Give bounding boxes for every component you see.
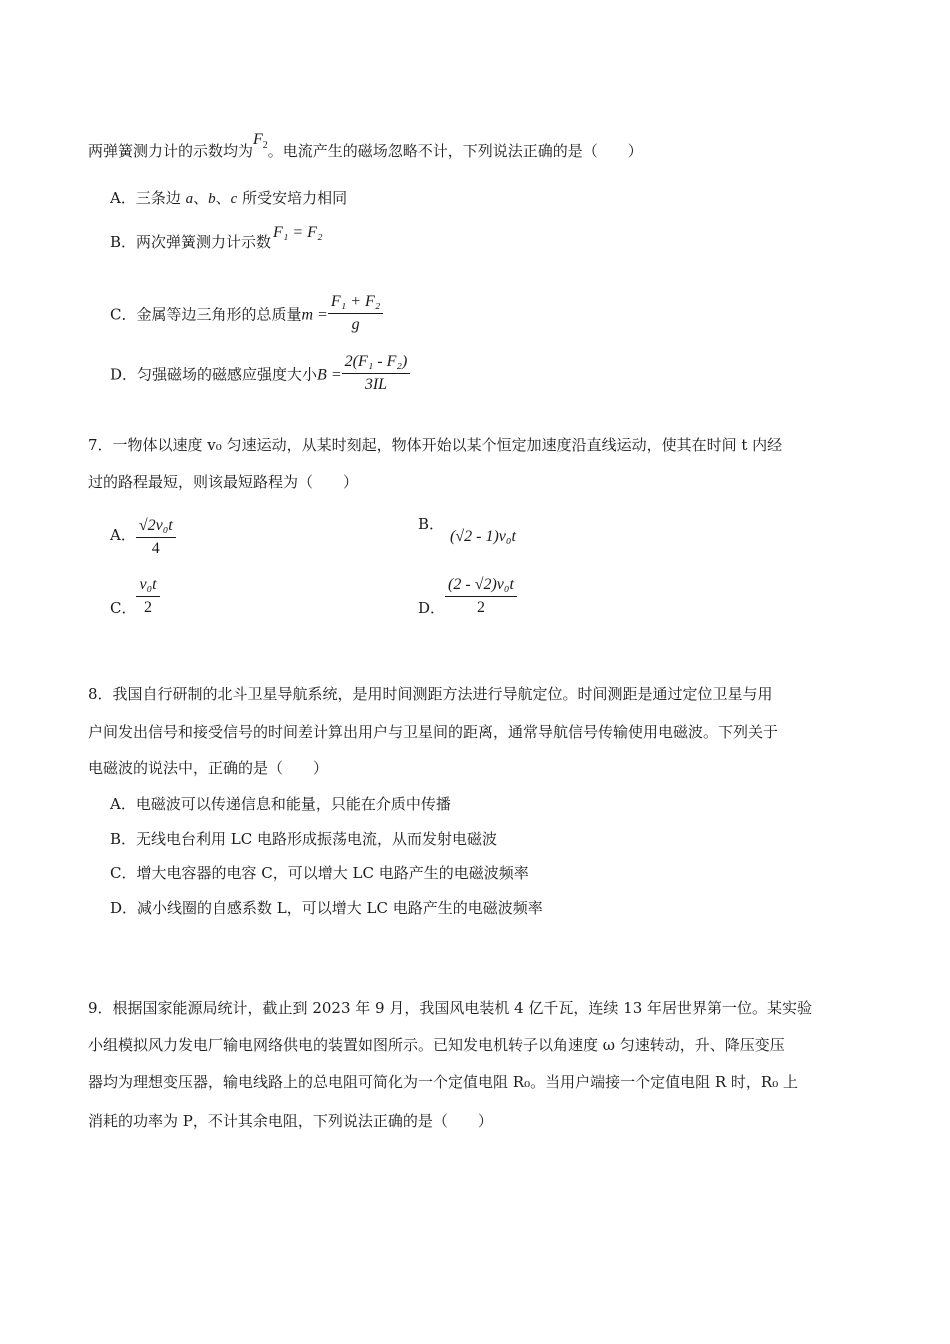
q6-option-c[interactable]: C．金属等边三角形的总质量m = $\frac{\text{F₁ + F₂}}{g}$: [110, 294, 383, 337]
q9-stem-line1: 9．根据国家能源局统计，截止到 2023 年 9 月，我国风电装机 4 亿千瓦，连续 13 年居世界第一位。某实验: [88, 999, 813, 1017]
q6-stem: 两弹簧测力计的示数均为$F_2$。电流产生的磁场忽略不计，下列说法正确的是（ ）: [88, 131, 643, 160]
q6-option-c-fraction: $\frac{\text{F₁ + F₂}}{g}$: [328, 292, 383, 335]
q7-option-b[interactable]: B．(√2 - 1)v₀t: [418, 515, 516, 545]
q7-option-c[interactable]: C． $\frac{\text{v₀t}}{2}$: [110, 577, 160, 620]
q7-option-d[interactable]: D． $\frac{\text{(2 - √2)v₀t}}{2}$: [418, 577, 517, 620]
q7-option-a-fraction: $\frac{\text{√2v₀t}}{4}$: [136, 516, 176, 559]
q9-stem-line2: 小组模拟风力发电厂输电网络供电的装置如图所示。已知发电机转子以角速度 ω 匀速转动，升、降压变压: [88, 1036, 785, 1054]
q8-option-d[interactable]: D．减小线圈的自感系数 L，可以增大 LC 电路产生的电磁波频率: [110, 899, 543, 917]
q6-option-b-expr: F₁ = F₂: [273, 224, 323, 241]
q6-option-d-fraction: $\frac{\text{2(F₁ - F₂)}}{3IL}$: [342, 352, 411, 395]
q8-option-a[interactable]: A．电磁波可以传递信息和能量，只能在介质中传播: [110, 795, 451, 813]
q8-stem-line3: 电磁波的说法中，正确的是（ ）: [88, 759, 329, 777]
q6-option-d[interactable]: D．匀强磁场的磁感应强度大小B = $\frac{\text{2(F₁ - F₂)}}{3IL}$: [110, 354, 410, 397]
q7-stem-line1: 7．一物体以速度 v₀ 匀速运动，从某时刻起，物体开始以某个恒定加速度沿直线运动，使其在时间 t 内经: [88, 436, 783, 454]
q8-option-b[interactable]: B．无线电台利用 LC 电路形成振荡电流，从而发射电磁波: [110, 830, 497, 848]
q9-stem-line4: 消耗的功率为 P，不计其余电阻，下列说法正确的是（ ）: [88, 1112, 493, 1130]
q7-option-a[interactable]: A． $\frac{\text{√2v₀t}}{4}$: [110, 518, 176, 561]
q8-option-c[interactable]: C．增大电容器的电容 C，可以增大 LC 电路产生的电磁波频率: [110, 864, 529, 882]
q7-option-d-fraction: $\frac{\text{(2 - √2)v₀t}}{2}$: [445, 575, 517, 618]
q9-stem-line3: 器均为理想变压器，输电线路上的总电阻可简化为一个定值电阻 R₀。当用户端接一个定值电阻 R 时，R₀ 上: [88, 1073, 798, 1091]
q8-stem-line1: 8．我国自行研制的北斗卫星导航系统，是用时间测距方法进行导航定位。时间测距是通过定位卫星与用: [88, 685, 773, 703]
q6-option-b[interactable]: B．两次弹簧测力计示数F₁ = F₂: [110, 224, 323, 251]
q7-option-c-fraction: $\frac{\text{v₀t}}{2}$: [136, 575, 159, 618]
q8-stem-line2: 户间发出信号和接受信号的时间差计算出用户与卫星间的距离，通常导航信号传输使用电磁波。下列关于: [88, 723, 779, 741]
q7-stem-line2: 过的路程最短，则该最短路程为（ ）: [88, 473, 359, 491]
q6-option-a[interactable]: A．三条边 a、b、c 所受安培力相同: [110, 189, 348, 207]
q6-stem-f2: $F_2$: [253, 131, 268, 151]
